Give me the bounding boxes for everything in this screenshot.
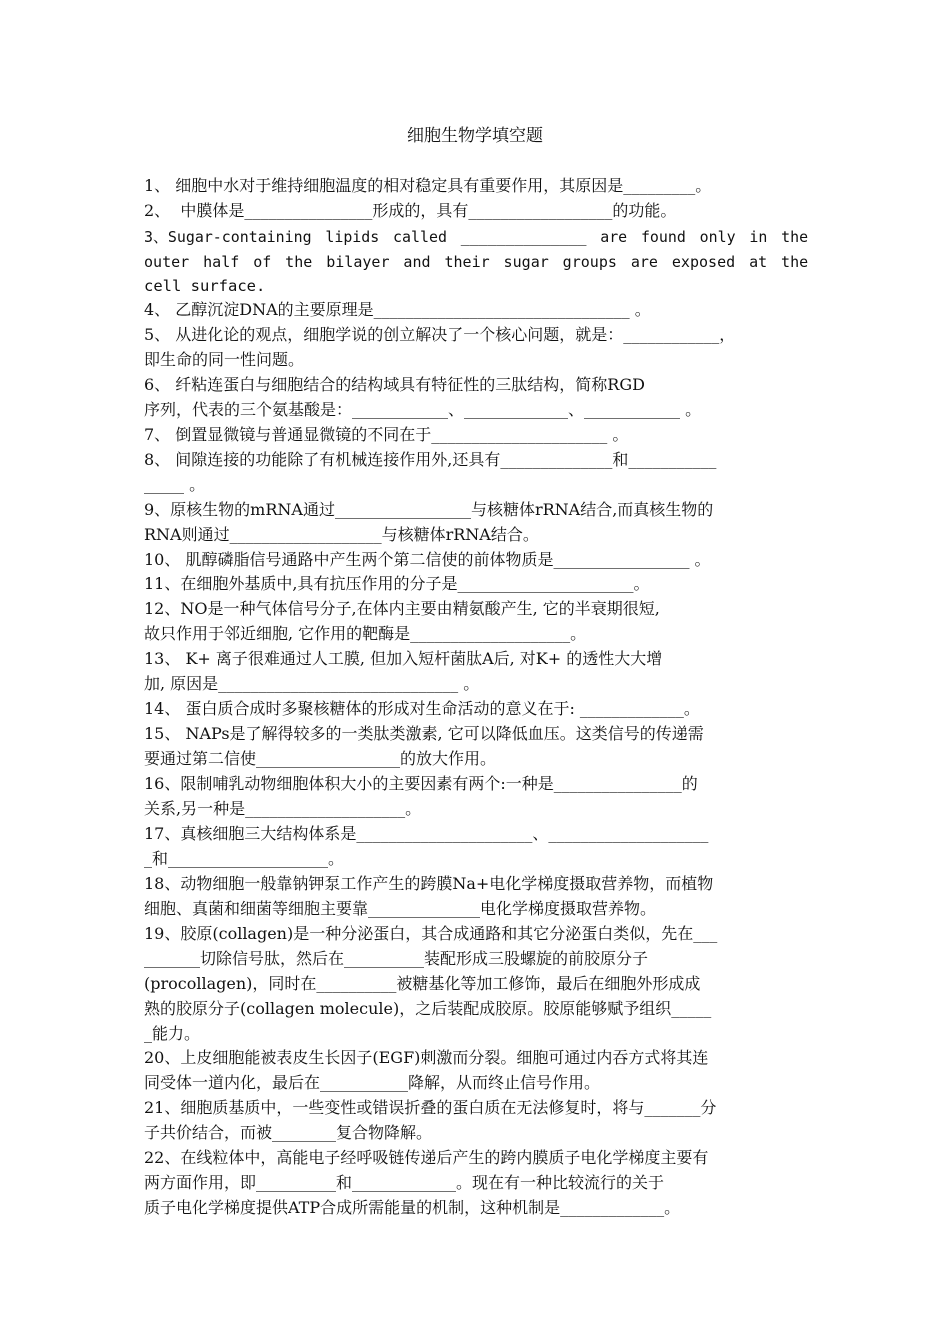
question-5-line-1: 5、 从进化论的观点，细胞学说的创立解决了一个核心问题，就是：____________，: [144, 325, 736, 344]
question-3-line-2: outer half of the bilayer and their sugar groups are exposed at the: [144, 253, 809, 271]
question-16-line-2: 关系,另一种是____________________。: [144, 799, 422, 818]
question-9-line-1: 9、原核生物的mRNA通过_________________与核糖体rRNA结合,而真核生物的: [144, 500, 714, 519]
question-6-line-1: 6、 纤粘连蛋白与细胞结合的结构域具有特征性的三肽结构，简称RGD: [144, 375, 645, 394]
question-4-line: 4、 乙醇沉淀DNA的主要原理是________________________________ 。: [144, 300, 651, 319]
question-19-line-2: _______切除信号肽，然后在__________装配形成三股螺旋的前胶原分子: [144, 949, 649, 968]
question-21-line-2: 子共价结合，而被________复合物降解。: [144, 1123, 433, 1142]
question-1-line: 1、 细胞中水对于维持细胞温度的相对稳定具有重要作用，其原因是_________。: [144, 176, 712, 195]
question-3-line-3: cell surface.: [144, 277, 266, 295]
question-15-line-1: 15、 NAPs是了解得较多的一类肽类激素, 它可以降低血压。这类信号的传递需: [144, 724, 704, 743]
question-3-line-1: 3、Sugar-containing lipids called ______________ are found only in the: [144, 228, 809, 246]
question-9-line-2: RNA则通过___________________与核糖体rRNA结合。: [144, 525, 539, 544]
question-13-line-2: 加, 原因是______________________________ 。: [144, 674, 480, 693]
question-19-line-4: 熟的胶原分子(collagen molecule)，之后装配成胶原。胶原能够赋予组织_____: [144, 999, 712, 1018]
question-10-line: 10、 肌醇磷脂信号通路中产生两个第二信使的前体物质是_________________ 。: [144, 550, 711, 569]
question-13-line-1: 13、 K+ 离子很难通过人工膜, 但加入短杆菌肽A后, 对K+ 的透性大大增: [144, 649, 663, 668]
question-7-line: 7、 倒置显微镜与普通显微镜的不同在于______________________ 。: [144, 425, 629, 444]
question-22-line-3: 质子电化学梯度提供ATP合成所需能量的机制，这种机制是_____________。: [144, 1198, 681, 1217]
question-19-line-5: _能力。: [144, 1024, 201, 1043]
question-11-line: 11、在细胞外基质中,具有抗压作用的分子是______________________。: [144, 574, 650, 593]
question-14-line: 14、 蛋白质合成时多聚核糖体的形成对生命活动的意义在于: _____________。: [144, 699, 700, 718]
question-8-line-2: _____ 。: [144, 475, 206, 494]
page-title: 细胞生物学填空题: [407, 126, 543, 146]
question-20-line-2: 同受体一道内化，最后在___________降解，从而终止信号作用。: [144, 1073, 601, 1092]
question-5-line-2: 即生命的同一性问题。: [144, 350, 305, 369]
question-18-line-1: 18、动物细胞一般靠钠钾泵工作产生的跨膜Na+电化学梯度摄取营养物，而植物: [144, 874, 714, 893]
question-16-line-1: 16、限制哺乳动物细胞体积大小的主要因素有两个:一种是________________的: [144, 774, 698, 793]
question-22-line-2: 两方面作用，即__________和_____________。现在有一种比较流行的关于: [144, 1173, 665, 1192]
question-12-line-2: 故只作用于邻近细胞, 它作用的靶酶是____________________。: [144, 624, 587, 643]
question-17-line-1: 17、真核细胞三大结构体系是______________________、____________________: [144, 824, 709, 843]
question-19-line-3: (procollagen)，同时在__________被糖基化等加工修饰，最后在细胞外形成成: [144, 974, 701, 993]
question-6-line-2: 序列，代表的三个氨基酸是：____________、_____________、____________ 。: [144, 400, 702, 419]
question-2-line: 2、 中膜体是________________形成的，具有__________________的功能。: [144, 201, 677, 220]
question-15-line-2: 要通过第二信使__________________的放大作用。: [144, 749, 497, 768]
question-19-line-1: 19、胶原(collagen)是一种分泌蛋白，其合成通路和其它分泌蛋白类似，先在___: [144, 924, 718, 943]
question-21-line-1: 21、细胞质基质中，一些变性或错误折叠的蛋白质在无法修复时，将与_______分: [144, 1098, 717, 1117]
question-18-line-2: 细胞、真菌和细菌等细胞主要靠______________电化学梯度摄取营养物。: [144, 899, 657, 918]
question-22-line-1: 22、在线粒体中，高能电子经呼吸链传递后产生的跨内膜质子电化学梯度主要有: [144, 1148, 709, 1167]
question-20-line-1: 20、上皮细胞能被表皮生长因子(EGF)刺激而分裂。细胞可通过内吞方式将其连: [144, 1048, 709, 1067]
question-17-line-2: _和____________________。: [144, 849, 345, 868]
question-8-line-1: 8、 间隙连接的功能除了有机械连接作用外,还具有______________和___________: [144, 450, 717, 469]
question-12-line-1: 12、NO是一种气体信号分子,在体内主要由精氨酸产生, 它的半衰期很短,: [144, 599, 660, 618]
